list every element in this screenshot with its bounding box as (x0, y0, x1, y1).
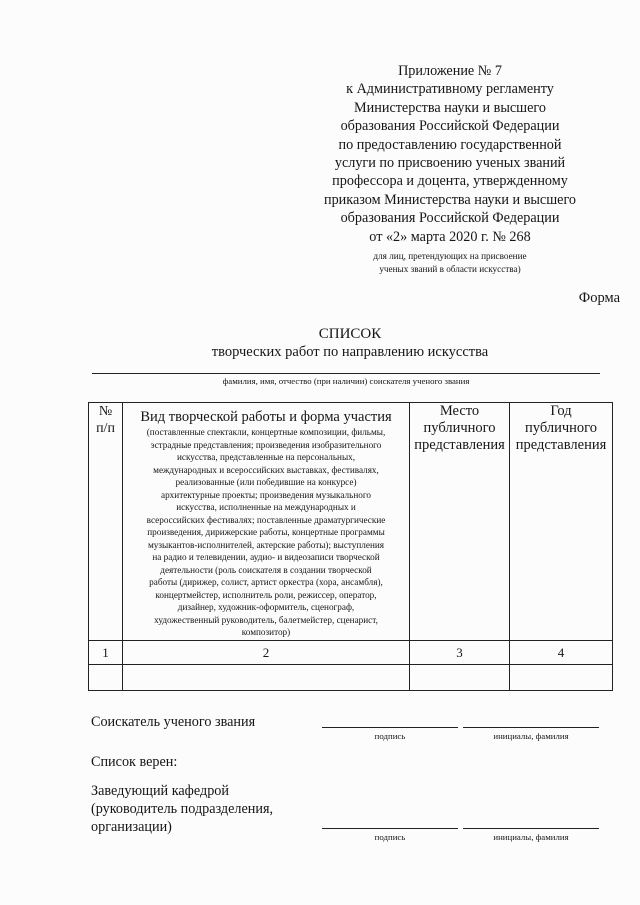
table-cell (123, 665, 410, 691)
description-line: искусства, представленные на персональных, (176, 452, 356, 462)
form-label: Форма (578, 290, 620, 306)
table-row (89, 665, 613, 691)
name-caption: инициалы, фамилия (493, 832, 569, 842)
signature-caption: подпись (374, 731, 406, 741)
column-number: 2 (123, 641, 410, 665)
description-line: работы (дирижер, солист, артист оркестра (хора, ансамбля), (149, 577, 383, 587)
name-line (463, 828, 599, 829)
header-place-line: Место (439, 403, 480, 419)
appendix-line: образования Российской Федерации (340, 118, 560, 135)
header-work-type (123, 403, 410, 641)
description-line: концертмейстер, исполнитель роли, режиссер, оператор, (155, 589, 377, 600)
header-work-type-title: Вид творческой работы и форма участия (140, 409, 392, 425)
header-number (89, 403, 123, 641)
signature-line (322, 727, 458, 728)
note-line: ученых званий в области искусства) (379, 264, 521, 274)
works-table (88, 402, 613, 691)
description-line: произведения, дирижерские работы, концертные программы (147, 527, 385, 537)
description-line: реализованные (или победившие на конкурсе) (175, 477, 357, 487)
description-line: композитор) (241, 627, 291, 637)
description-line: дизайнер, художник-оформитель, сценограф, (177, 602, 355, 612)
head-label-line: (руководитель подразделения, (91, 801, 274, 817)
appendix-line: Министерства науки и высшего (354, 99, 546, 116)
note-line: для лиц, претендующих на присвоение (373, 251, 527, 261)
header-place (410, 403, 510, 641)
description-line: художественный руководитель, балетмейстер, сценарист, (154, 614, 378, 625)
column-number: 3 (410, 641, 510, 665)
head-label-line: организации) (91, 819, 172, 835)
document-title: СПИСОК (318, 326, 382, 342)
table-cell (510, 665, 613, 691)
applicability-note (350, 250, 550, 276)
appendix-line: профессора и доцента, утвержденному (332, 173, 568, 190)
appendix-line: Приложение № 7 (398, 63, 502, 79)
appendix-line: приказом Министерства науки и высшего (324, 191, 576, 208)
description-line: искусства, исполненные на международных и (176, 502, 356, 512)
table-cell (89, 665, 123, 691)
description-line: деятельности (роль соискателя в создании творческой (160, 564, 372, 575)
column-number: 1 (89, 641, 123, 665)
header-year-line: представления (515, 437, 607, 453)
column-number: 4 (510, 641, 613, 665)
description-line: международных и всероссийских выставках, фестивалях, (153, 464, 379, 475)
table-cell (410, 665, 510, 691)
fio-line (92, 373, 600, 374)
name-caption: инициалы, фамилия (493, 731, 569, 741)
header-year (510, 403, 613, 641)
appendix-line: к Административному регламенту (346, 81, 554, 98)
header-year-line: публичного (525, 420, 597, 436)
verified-label: Список верен: (91, 754, 178, 770)
appendix-line: образования Российской Федерации (340, 210, 560, 227)
header-number-line: № (98, 404, 113, 419)
appendix-line: по предоставлению государственной (338, 136, 562, 153)
header-number-line: п/п (96, 421, 115, 436)
applicant-label: Соискатель ученого звания (91, 714, 256, 730)
head-label-line: Заведующий кафедрой (91, 783, 229, 799)
description-line: архитектурные проекты; произведения музыкального (161, 489, 371, 500)
description-line: музыкантов-исполнителей, актерские работы); выступления (147, 539, 385, 550)
appendix-header (320, 62, 580, 246)
fio-caption: фамилия, имя, отчество (при наличии) соискателя ученого звания (222, 376, 470, 386)
name-line (463, 727, 599, 728)
header-place-line: представления (414, 437, 505, 453)
header-year-line: Год (550, 403, 572, 419)
appendix-line: услуги по присвоению ученых званий (334, 155, 566, 172)
table-header-row (89, 403, 613, 641)
appendix-line: от «2» марта 2020 г. № 268 (369, 228, 531, 245)
signature-caption: подпись (374, 832, 406, 842)
description-line: эстрадные представления; произведения изобразительного (150, 439, 382, 450)
signature-line (322, 828, 458, 829)
header-work-type-description (123, 426, 409, 639)
description-line: (поставленные спектакли, концертные композиции, фильмы, (146, 427, 386, 437)
head-label (91, 782, 273, 836)
header-place-line: публичного (423, 420, 496, 436)
description-line: на радио и телевидении, аудио- и видеозаписи творческой (152, 552, 380, 562)
description-line: всероссийских фестивалях; поставленные драматургические (146, 514, 386, 525)
column-numbers-row (89, 641, 613, 665)
document-subtitle: творческих работ по направлению искусства (211, 344, 489, 360)
